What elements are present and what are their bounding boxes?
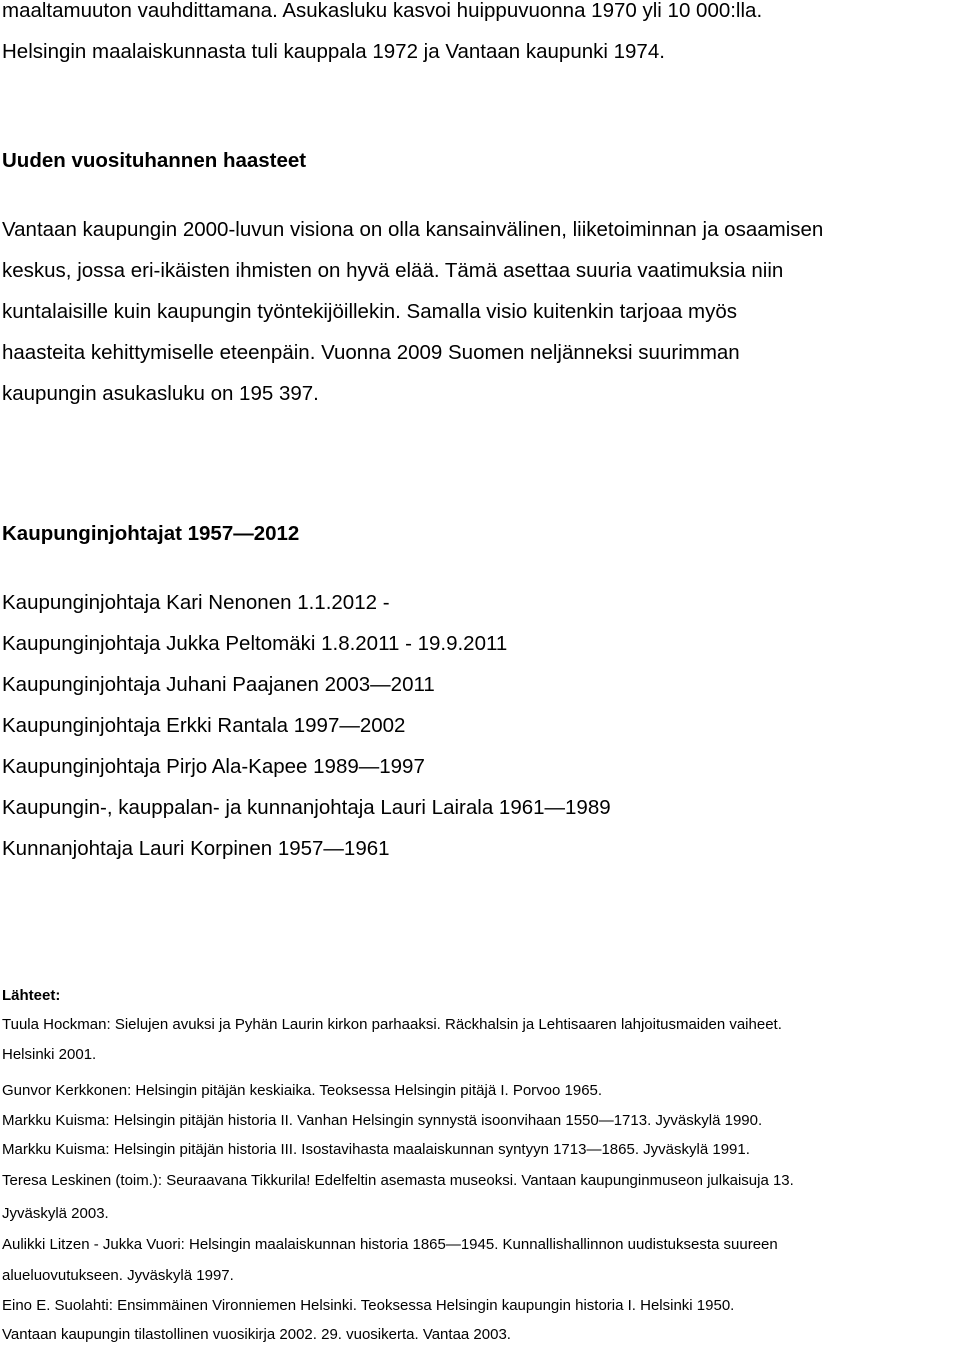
source-line: Helsinki 2001. (2, 1046, 97, 1063)
source-line: Gunvor Kerkkonen: Helsingin pitäjän keskiaika. Teoksessa Helsingin pitäjä I. Porvoo 1965. (2, 1082, 603, 1099)
section-heading-challenges: Uuden vuosituhannen haasteet (2, 149, 307, 172)
intro-line: Helsingin maalaiskunnasta tuli kauppala 1972 ja Vantaan kaupunki 1974. (2, 40, 665, 63)
mayor-list-item: Kunnanjohtaja Lauri Korpinen 1957—1961 (2, 837, 390, 860)
source-line: Jyväskylä 2003. (2, 1205, 109, 1222)
paragraph-line: kuntalaisille kuin kaupungin työntekijöillekin. Samalla visio kuitenkin tarjoaa myös (2, 300, 737, 323)
source-line: Tuula Hockman: Sielujen avuksi ja Pyhän Laurin kirkon parhaaksi. Räckhalsin ja Lehtisaaren lahjoitusmaiden vaiheet. (2, 1016, 782, 1033)
section-heading-mayors: Kaupunginjohtajat 1957—2012 (2, 522, 300, 545)
source-line: alueluovutukseen. Jyväskylä 1997. (2, 1267, 234, 1284)
source-line: Teresa Leskinen (toim.): Seuraavana Tikkurila! Edelfeltin asemasta museoksi. Vantaan kaupunginmuseon julkaisuja 13. (2, 1172, 794, 1189)
sources-heading: Lähteet: (2, 987, 61, 1004)
source-line: Aulikki Litzen - Jukka Vuori: Helsingin maalaiskunnan historia 1865—1945. Kunnallishallinnon uudistuksesta suureen (2, 1236, 778, 1253)
paragraph-line: keskus, jossa eri-ikäisten ihmisten on hyvä elää. Tämä asettaa suuria vaatimuksia niin (2, 259, 784, 282)
source-line: Vantaan kaupungin tilastollinen vuosikirja 2002. 29. vuosikerta. Vantaa 2003. (2, 1326, 511, 1343)
mayor-list-item: Kaupunginjohtaja Juhani Paajanen 2003—2011 (2, 673, 435, 696)
paragraph-line: haasteita kehittymiselle eteenpäin. Vuonna 2009 Suomen neljänneksi suurimman (2, 341, 740, 364)
intro-line: maaltamuuton vauhdittamana. Asukasluku kasvoi huippuvuonna 1970 yli 10 000:lla. (2, 0, 763, 22)
paragraph-line: kaupungin asukasluku on 195 397. (2, 382, 319, 405)
source-line: Markku Kuisma: Helsingin pitäjän historia II. Vanhan Helsingin synnystä isoonvihaan 1550—1713. Jyväskylä 1990. (2, 1112, 763, 1129)
paragraph-line: Vantaan kaupungin 2000-luvun visiona on olla kansainvälinen, liiketoiminnan ja osaamisen (2, 218, 824, 241)
source-line: Markku Kuisma: Helsingin pitäjän historia III. Isostavihasta maalaiskunnan syntyyn 1713—1865. Jyväskylä 1991. (2, 1141, 750, 1158)
mayor-list-item: Kaupunginjohtaja Jukka Peltomäki 1.8.2011 - 19.9.2011 (2, 632, 508, 655)
mayor-list-item: Kaupungin-, kauppalan- ja kunnanjohtaja Lauri Lairala 1961—1989 (2, 796, 611, 819)
source-line: Eino E. Suolahti: Ensimmäinen Vironniemen Helsinki. Teoksessa Helsingin kaupungin historia I. Helsinki 1950. (2, 1297, 735, 1314)
mayor-list-item: Kaupunginjohtaja Kari Nenonen 1.1.2012 - (2, 591, 390, 614)
mayor-list-item: Kaupunginjohtaja Erkki Rantala 1997—2002 (2, 714, 406, 737)
mayor-list-item: Kaupunginjohtaja Pirjo Ala-Kapee 1989—1997 (2, 755, 425, 778)
